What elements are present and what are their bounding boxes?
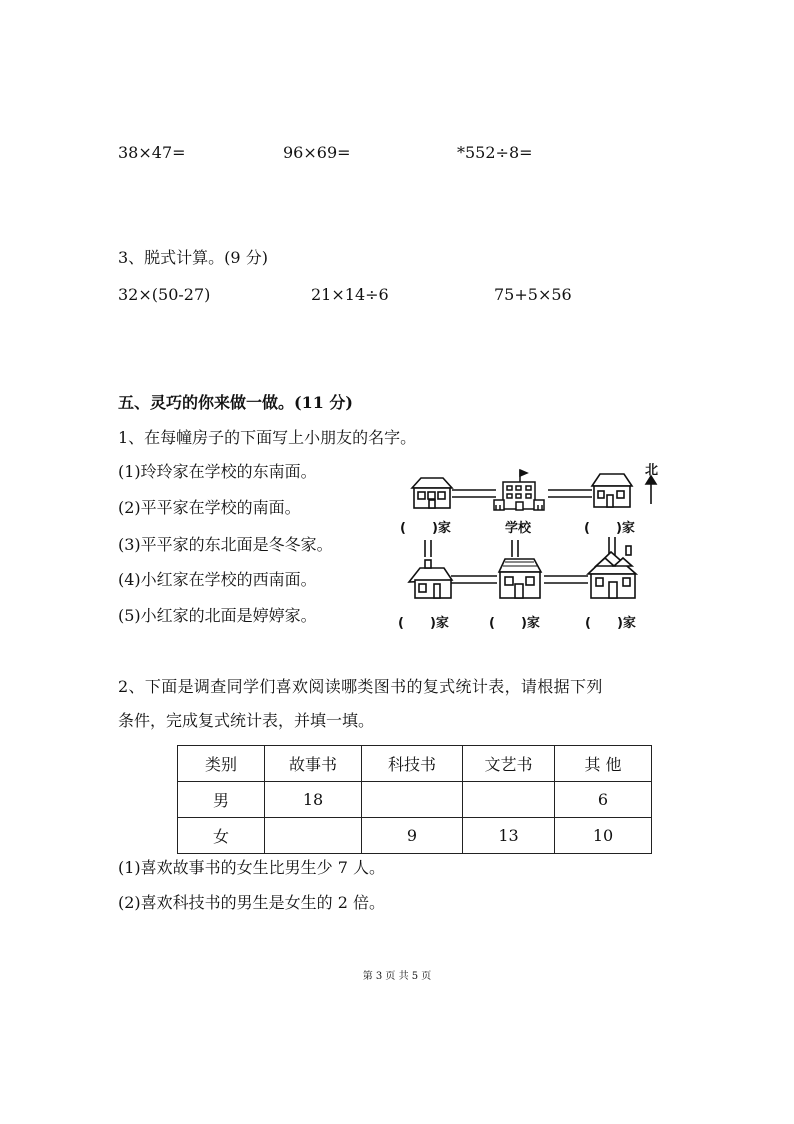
blank-bottom-left[interactable]: ( )家	[398, 616, 449, 631]
table-cell: 10	[555, 818, 652, 854]
expression-1: 38×47=	[118, 143, 186, 162]
table-header-row	[178, 746, 652, 782]
table-cell: 13	[463, 818, 555, 854]
house-bottom-middle-icon	[499, 559, 541, 598]
table-cell-blank[interactable]	[265, 818, 362, 854]
road-bottom-left	[451, 576, 497, 583]
q3-expression-2: 21×14÷6	[311, 285, 389, 304]
blank-top-right[interactable]: ( )家	[584, 521, 635, 536]
road-vertical-mid	[512, 540, 518, 557]
expression-3: *552÷8=	[457, 143, 533, 162]
road-top-left	[452, 490, 496, 497]
road-vertical-left	[425, 540, 431, 557]
table-cell: 男	[178, 782, 265, 818]
blank-bottom-right[interactable]: ( )家	[585, 616, 636, 631]
table-cell-blank[interactable]	[463, 782, 555, 818]
s5-question-2-title-line1: 2、下面是调查同学们喜欢阅读哪类图书的复式统计表，请根据下列	[118, 677, 603, 696]
statistics-table	[177, 745, 652, 854]
table-cell: 9	[362, 818, 463, 854]
header-cell: 科技书	[362, 746, 463, 782]
q3-expression-3: 75+5×56	[494, 285, 572, 304]
school-label: 学校	[505, 521, 532, 536]
house-bottom-left-icon	[409, 560, 452, 598]
condition-3: (3)平平家的东北面是冬冬家。	[118, 535, 333, 554]
s5-question-2-title-line2: 条件，完成复式统计表，并填一填。	[118, 711, 375, 730]
blank-bottom-middle[interactable]: ( )家	[489, 616, 540, 631]
expression-2: 96×69=	[283, 143, 351, 162]
q2-condition-2: (2)喜欢科技书的男生是女生的 2 倍。	[118, 893, 386, 912]
table-row	[178, 818, 652, 854]
blank-top-left[interactable]: ( )家	[400, 521, 451, 536]
page-footer: 第 3 页 共 5 页	[362, 971, 432, 982]
header-cell: 文艺书	[463, 746, 555, 782]
table-cell: 6	[555, 782, 652, 818]
q3-expression-1: 32×(50-27)	[118, 285, 211, 304]
condition-5: (5)小红家的北面是婷婷家。	[118, 606, 317, 625]
header-cell: 故事书	[265, 746, 362, 782]
section-5-title: 五、灵巧的你来做一做。(11 分)	[118, 393, 353, 412]
house-bottom-right-icon	[588, 546, 636, 598]
condition-1: (1)玲玲家在学校的东南面。	[118, 462, 317, 481]
road-top-right	[548, 490, 592, 497]
header-cell: 其 他	[555, 746, 652, 782]
house-top-right-icon	[592, 474, 632, 507]
table-cell: 18	[265, 782, 362, 818]
north-arrow-icon	[646, 476, 656, 504]
condition-4: (4)小红家在学校的西南面。	[118, 570, 317, 589]
road-bottom-right	[544, 576, 588, 583]
table-row	[178, 782, 652, 818]
s5-question-1-title: 1、在每幢房子的下面写上小朋友的名字。	[118, 428, 417, 447]
q2-condition-1: (1)喜欢故事书的女生比男生少 7 人。	[118, 858, 386, 877]
school-building-icon	[494, 470, 544, 510]
header-cell: 类别	[178, 746, 265, 782]
question-3-title: 3、脱式计算。(9 分)	[118, 248, 268, 267]
table-cell: 女	[178, 818, 265, 854]
table-cell-blank[interactable]	[362, 782, 463, 818]
condition-2: (2)平平家在学校的南面。	[118, 498, 301, 517]
north-label: 北	[645, 463, 659, 478]
house-top-left-icon	[412, 478, 452, 508]
